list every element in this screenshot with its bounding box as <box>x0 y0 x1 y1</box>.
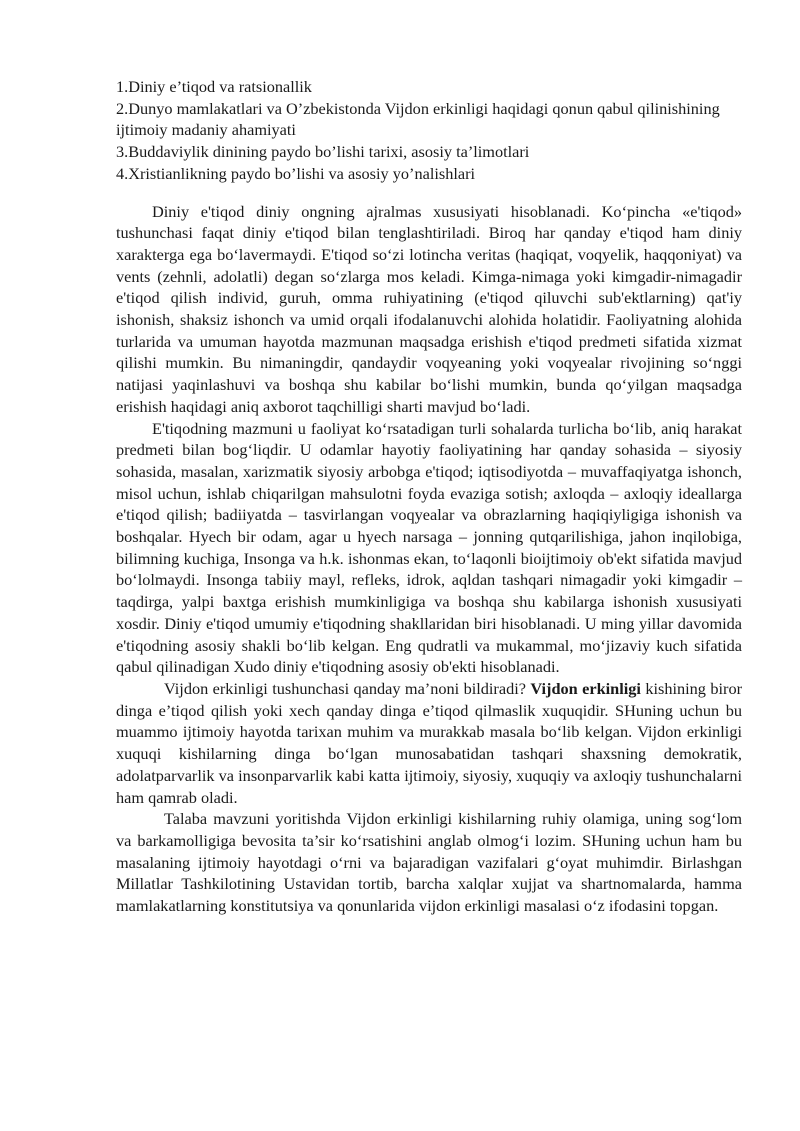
paragraph-talaba: Talaba mavzuni yoritishda Vijdon erkinligi kishilarning ruhiy olamiga, uning sog‘lom va barkamolligiga bevosita ta’sir ko‘rsatishini anglab olmog‘i lozim. SHuning uchun ham bu masalaning ijtimoiy hayotdagi o‘rni va bajaradigan vazifalari g‘oyat muhimdir. Birlashgan Millatlar Tashkilotining Ustavidan tortib, barcha xalqlar xujjat va shartnomalarda, hamma mamlakatlarning konstitutsiya va qonunlarida vijdon erkinligi masalasi o‘z ifodasini topgan. <box>116 809 742 916</box>
paragraph-diniy-etiqod: Diniy e'tiqod diniy ongning ajralmas xususiyati hisoblanadi. Ko‘pincha «e'tiqod» tushunchasi faqat diniy e'tiqod bilan tenglashtiriladi. Biroq har qanday e'tiqod ham diniy xarakterga ega bo‘lavermaydi. E'tiqod so‘zi lotincha veritas (haqiqat, voqyelik, haqqoniyat) va vents (zehnli, adolatli) degan so‘zlarga mos keladi. Kimga-nimaga yoki kimgadir-nimagadir e'tiqod qilish individ, guruh, omma ruhiyatining (e'tiqod qiluvchi sub'ektlarning) qat'iy ishonish, shaksiz ishonch va umid orqali ifodalanuvchi alohida holatidir. Faoliyatning alohida turlarida va umuman hayotda mazmunan maqsadga erishish e'tiqod predmeti sifatida xizmat qilishi mumkin. Bu nimaningdir, qandaydir voqyeaning yoki voqyealar rivojining so‘nggi natijasi yaqinlashuvi va boshqa shu kabilar bo‘lishi mumkin, bunda qo‘yilgan maqsadga erishish haqidagi aniq axborot taqchilligi sharti mavjud bo‘ladi. <box>116 201 742 416</box>
topic-list <box>116 76 742 185</box>
document-page <box>116 76 742 917</box>
paragraph-vijdon-erkinligi <box>116 678 742 808</box>
topic-item: 3.Buddaviylik dinining paydo bo’lishi tarixi, asosiy ta’limotlari <box>116 142 530 162</box>
topic-item: 2.Dunyo mamlakatlari va O’zbekistonda Vijdon erkinligi haqidagi qonun qabul qilinishining ijtimoiy madaniy ahamiyati <box>116 98 720 140</box>
bold-term: Vijdon erkinligi <box>530 678 641 698</box>
paragraph-etiqod-mazmuni: E'tiqodning mazmuni u faoliyat ko‘rsatadigan turli sohalarda turlicha bo‘lib, aniq harakat predmeti bilan bog‘liqdir. U odamlar hayotiy faoliyatining har qanday sohasida – siyosiy sohasida, masalan, xarizmatik siyosiy arbobga e'tiqod; iqtisodiyotda – muvaffaqiyatga ishonch, misol uchun, ishlab chiqarilgan mahsulotni foyda evaziga sotish; axloqda – axloqiy ideallarga e'tiqod qilish; badiiyatda – tasvirlangan voqyealar va obrazlarning haqiqiyligiga ishonish va boshqalar. Hyech bir odam, agar u hyech narsaga – jonning qutqarilishiga, jahon inqilobiga, bilimning kuchiga, Insonga va h.k. ishonmas ekan, to‘laqonli bioijtimoiy ob'ekt sifatida mavjud bo‘lolmaydi. Insonga tabiiy mayl, refleks, idrok, aqldan tashqari nimagadir yoki kimgadir – taqdirga, yalpi baxtga erishish mumkinligiga va boshqa shu kabilarga ishonish xususiyati xosdir. Diniy e'tiqod umumiy e'tiqodning shakllaridan biri hisoblanadi. U ming yillar davomida e'tiqodning asosiy shakli bo‘lib kelgan. Eng qudratli va mukammal, mo‘jizaviy kuch sifatida qabul qilinadigan Xudo diniy e'tiqodning asosiy ob'ekti hisoblanadi. <box>116 418 742 677</box>
paragraph-text: kishining biror dinga e’tiqod qilish yoki xech qanday dinga e’tiqod qilmaslik xuquqidir. SHuning uchun bu muammo ijtimoiy hayotda tarixan muhim va murakkab masala bo‘lib kelgan. Vijdon erkinligi xuquqi kishilarning dinga bo‘lgan munosabatidan tashqari shaxsning demokratik, adolatparvarlik va insonparvarlik kabi katta ijtimoiy, siyosiy, xuquqiy va axloqiy tushunchalarni ham qamrab oladi. <box>116 678 743 807</box>
topic-item: 1.Diniy e’tiqod va ratsionallik <box>116 77 312 96</box>
topic-item: 4.Xristianlikning paydo bo’lishi va asosiy yo’nalishlari <box>116 163 476 183</box>
paragraph-text: Vijdon erkinligi tushunchasi qanday ma’noni bildiradi? <box>164 678 531 698</box>
